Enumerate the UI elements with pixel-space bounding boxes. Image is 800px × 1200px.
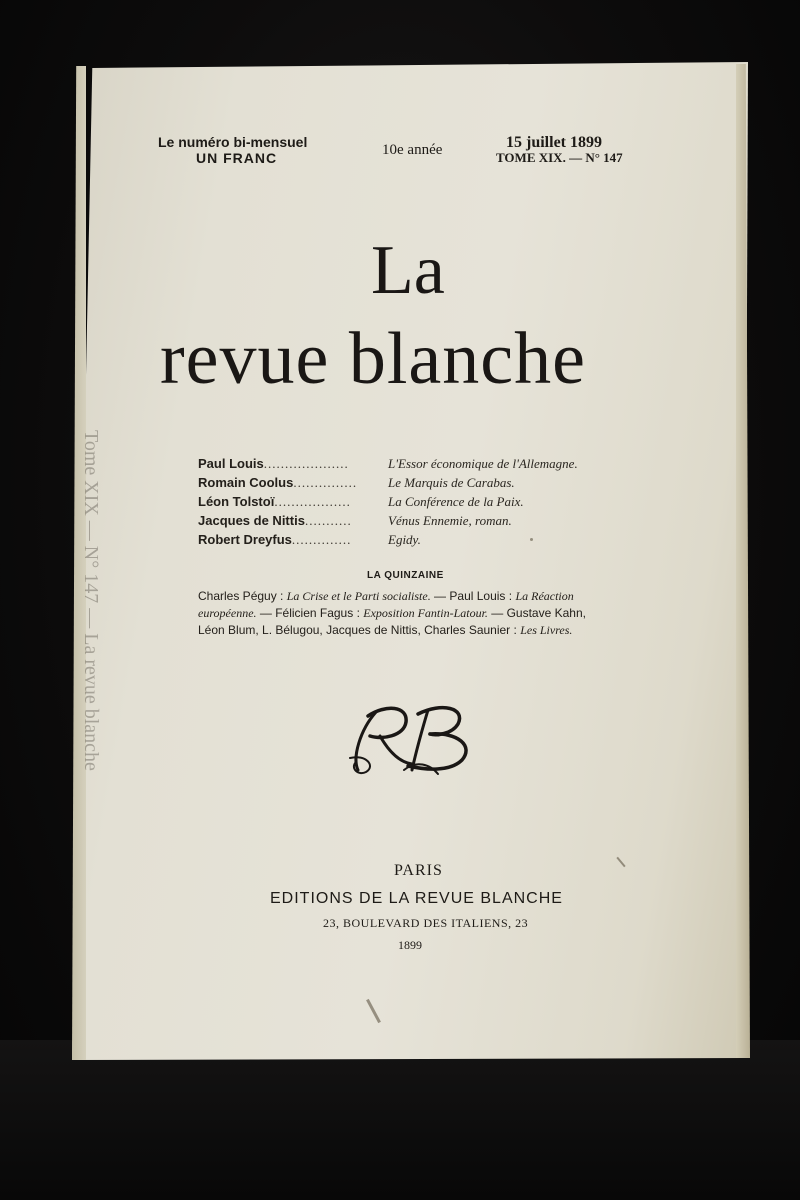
quinzaine-text: — Gustave Kahn, xyxy=(487,606,586,620)
quinzaine-title: Les Livres. xyxy=(520,623,573,637)
quinzaine-paragraph xyxy=(198,588,658,639)
spine-show-through-text: Tome XIX — N° 147 — La revue blanche xyxy=(80,430,102,771)
quinzaine-line xyxy=(198,622,658,639)
toc-work: Vénus Ennemie, roman. xyxy=(388,513,512,528)
tome-number: TOME XIX. — N° 147 xyxy=(496,150,623,165)
title-line-1: La xyxy=(371,232,445,309)
publication-year: 1899 xyxy=(398,938,422,952)
rb-monogram-logo xyxy=(346,700,476,780)
quinzaine-title: Exposition Fantin-Latour. xyxy=(363,606,488,620)
publisher-name: EDITIONS DE LA REVUE BLANCHE xyxy=(270,890,563,907)
quinzaine-title: La Crise et le Parti socialiste. xyxy=(286,589,431,603)
toc-leader: .................... xyxy=(263,456,349,471)
toc-work: Le Marquis de Carabas. xyxy=(388,475,515,490)
price-line: Le numéro bi-mensuel xyxy=(158,134,308,150)
toc-author: Léon Tolstoï xyxy=(198,494,275,509)
toc-work: Egidy. xyxy=(388,532,421,547)
table-surface xyxy=(0,1040,800,1200)
quinzaine-line xyxy=(198,605,658,622)
toc-author: Jacques de Nittis xyxy=(198,513,305,528)
toc-author: Robert Dreyfus xyxy=(198,532,292,547)
paper-speck xyxy=(530,538,533,541)
publisher-city: PARIS xyxy=(394,862,443,879)
toc-author: Paul Louis xyxy=(198,456,264,471)
quinzaine-text: Charles Péguy : xyxy=(198,589,287,603)
volume-year: 10e année xyxy=(382,142,443,158)
toc-entry xyxy=(198,513,628,532)
toc-entry xyxy=(198,475,628,494)
toc-entry xyxy=(198,532,628,551)
quinzaine-heading: LA QUINZAINE xyxy=(367,570,444,581)
title-line-2: revue blanche xyxy=(160,318,586,400)
quinzaine-text: — Paul Louis : xyxy=(430,589,516,603)
table-of-contents xyxy=(198,456,628,551)
quinzaine-line xyxy=(198,588,658,605)
toc-leader: .............. xyxy=(291,532,352,547)
quinzaine-title: européenne. xyxy=(198,606,257,620)
magazine-cover xyxy=(72,62,748,1060)
quinzaine-title: La Réaction xyxy=(515,589,574,603)
quinzaine-text: Léon Blum, L. Bélugou, Jacques de Nittis, Charles Saunier : xyxy=(198,623,521,637)
toc-leader: .................. xyxy=(274,494,351,509)
toc-leader: ............... xyxy=(293,475,358,490)
toc-entry xyxy=(198,494,628,513)
toc-work: L'Essor économique de l'Allemagne. xyxy=(388,456,578,471)
quinzaine-text: — Félicien Fagus : xyxy=(256,606,364,620)
toc-work: La Conférence de la Paix. xyxy=(388,494,524,509)
publisher-address: 23, BOULEVARD DES ITALIENS, 23 xyxy=(323,916,529,930)
toc-leader: ........... xyxy=(304,513,352,528)
price-value: UN FRANC xyxy=(196,150,278,166)
toc-author: Romain Coolus xyxy=(198,475,294,490)
toc-entry xyxy=(198,456,628,475)
issue-date: 15 juillet 1899 xyxy=(506,134,602,151)
